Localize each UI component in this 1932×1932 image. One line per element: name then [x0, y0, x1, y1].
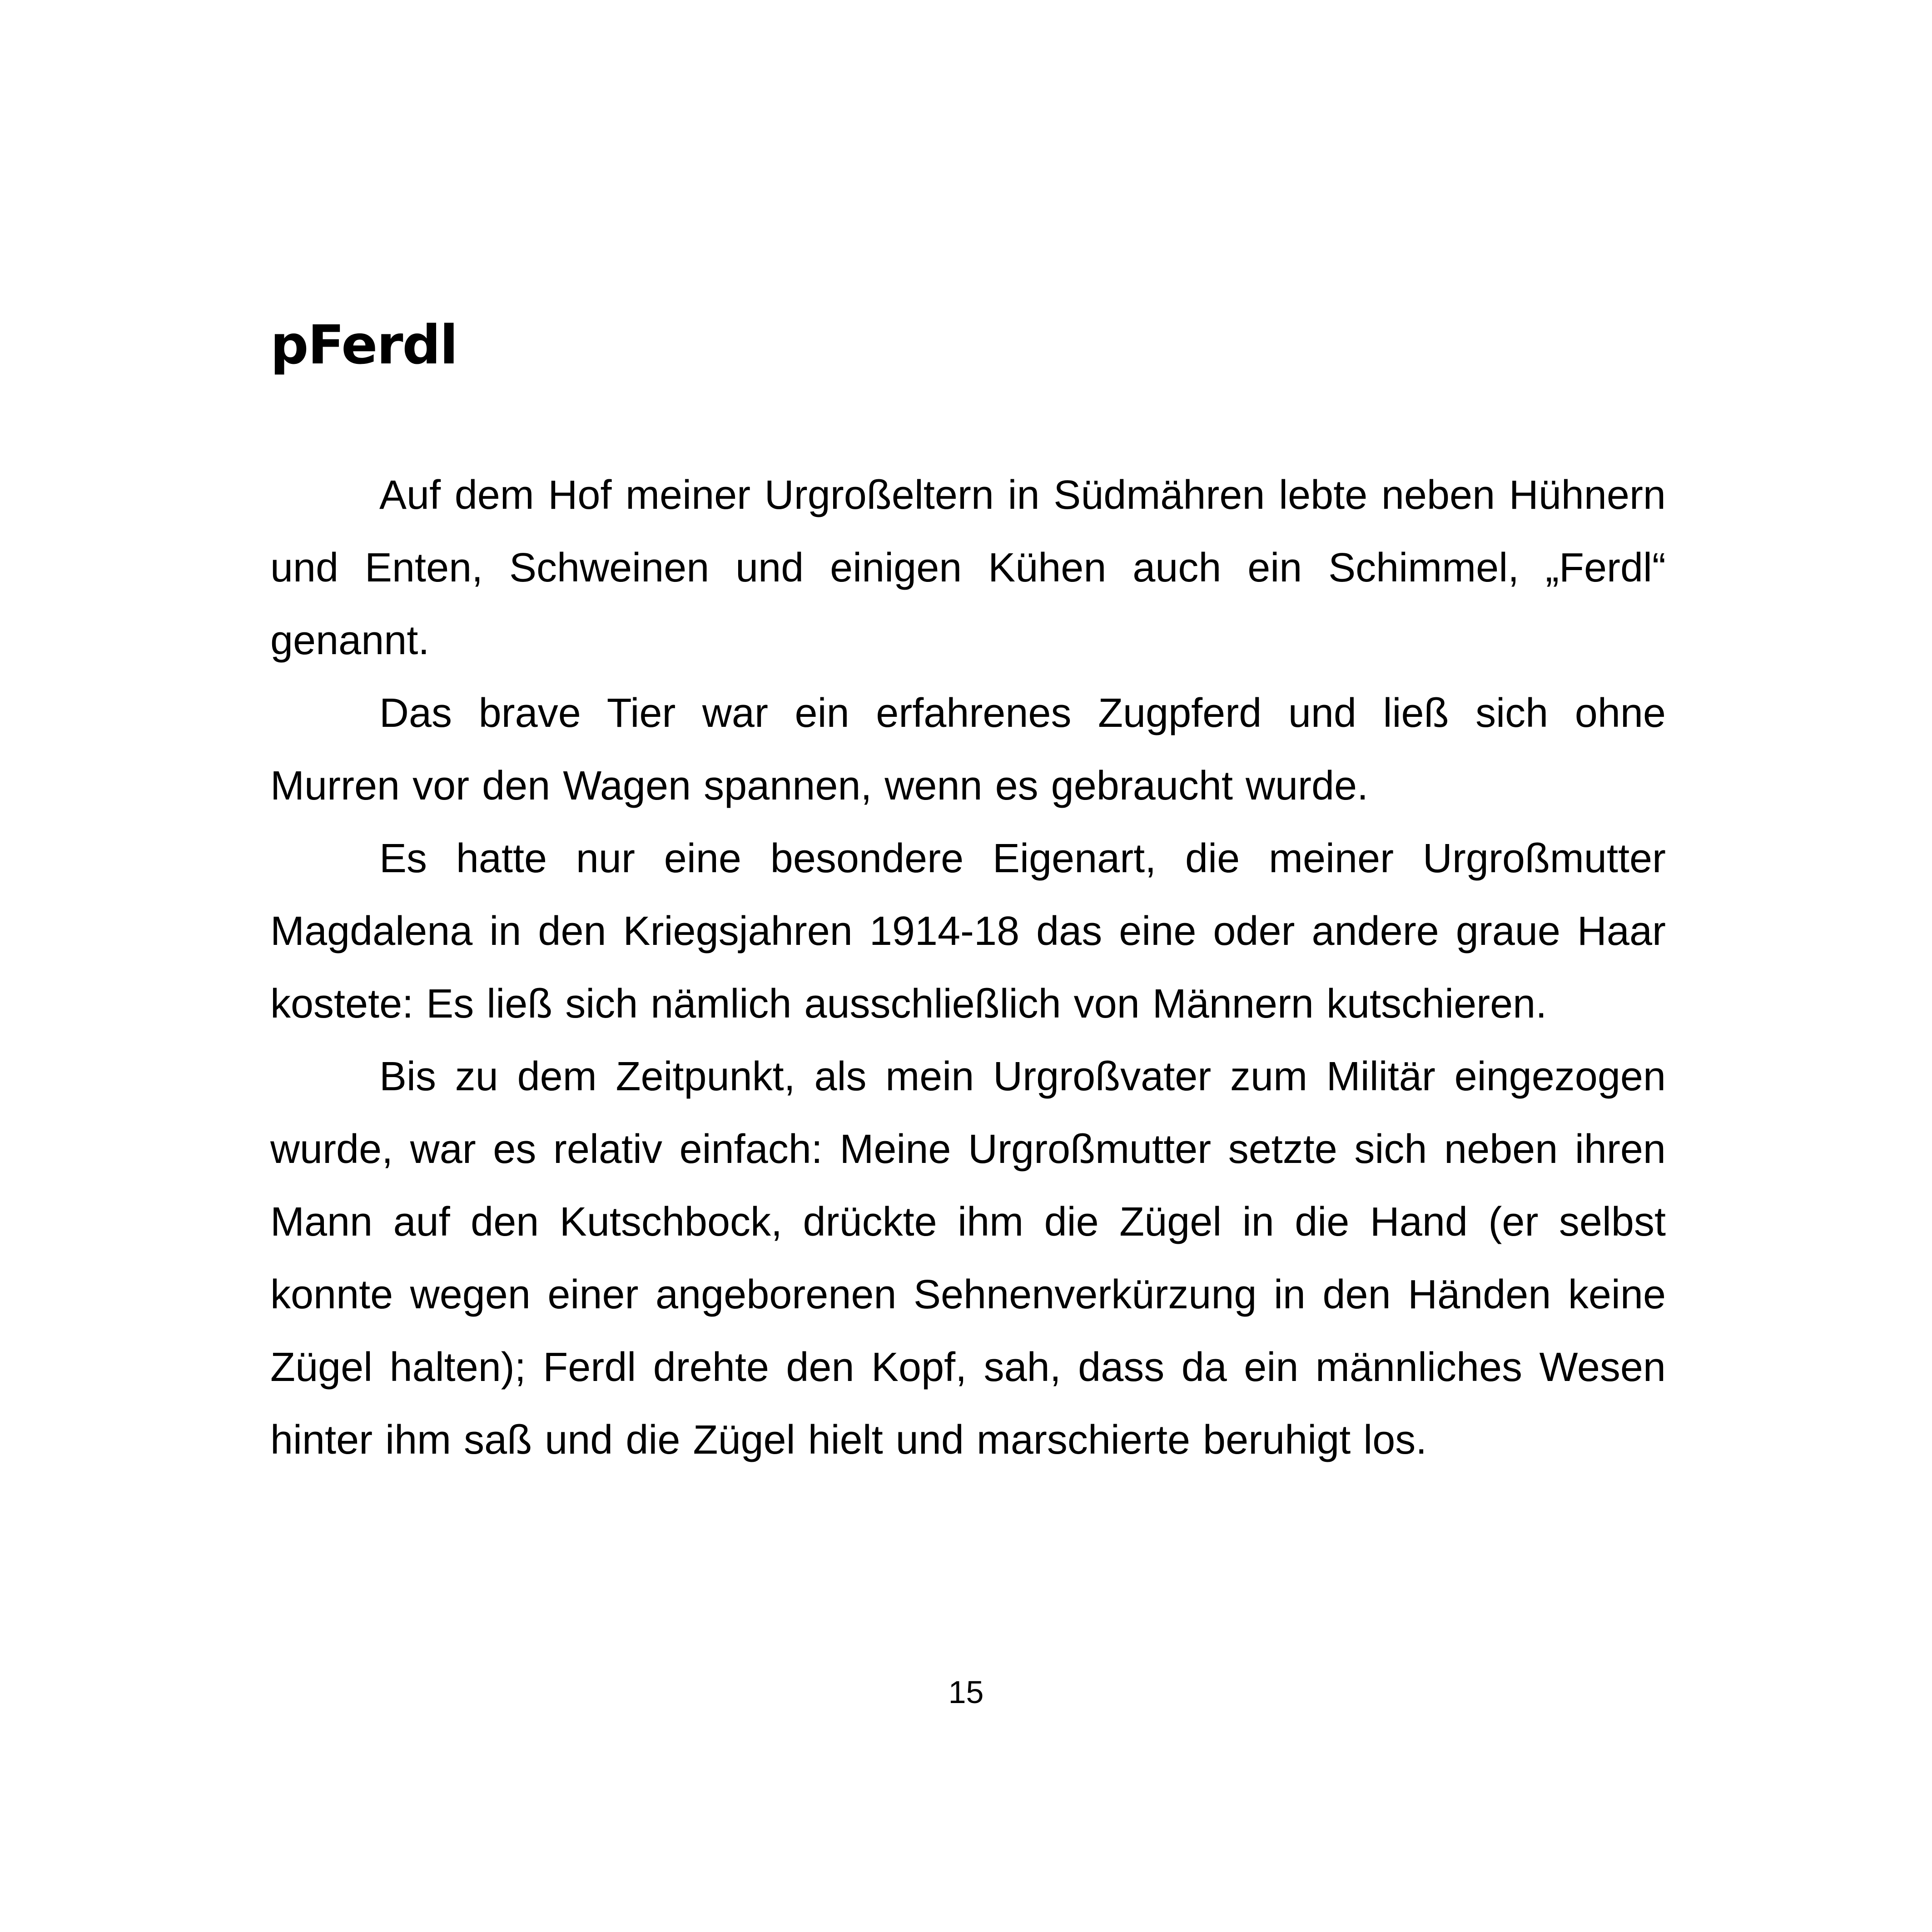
paragraph: Das brave Tier war ein erfahrenes Zugpferd und ließ sich ohne Murren vor den Wagen spannen, wenn es gebraucht wurde. — [270, 690, 1666, 809]
paragraph: Es hatte nur eine besondere Eigenart, die meiner Urgroßmutter Magdalena in den Kriegsjahren 1914-18 das eine oder andere graue Haar kostete: Es ließ sich nämlich ausschließlich von Männern kutschieren. — [270, 836, 1666, 1027]
chapter-title: pFerdl — [270, 313, 457, 376]
page-number: 15 — [948, 1674, 984, 1710]
paragraph: Auf dem Hof meiner Urgroßeltern in Südmähren lebte neben Hühnern und Enten, Schweinen und einigen Kühen auch ein Schimmel, „Ferdl“ genannt. — [270, 472, 1666, 663]
paragraph: Bis zu dem Zeitpunkt, als mein Urgroßvater zum Militär eingezogen wurde, war es relativ einfach: Meine Urgroßmutter setzte sich neben ihren Mann auf den Kutschbock, drückte ihm die Zügel in die Hand (er selbst konnte wegen einer angeborenen Sehnenverkürzung in den Händen keine Zügel halten); Ferdl drehte den Kopf, sah, dass da ein männliches Wesen hinter ihm saß und die Zügel hielt und marschierte beruhigt los. — [270, 1054, 1666, 1463]
body-text — [270, 459, 1666, 1476]
